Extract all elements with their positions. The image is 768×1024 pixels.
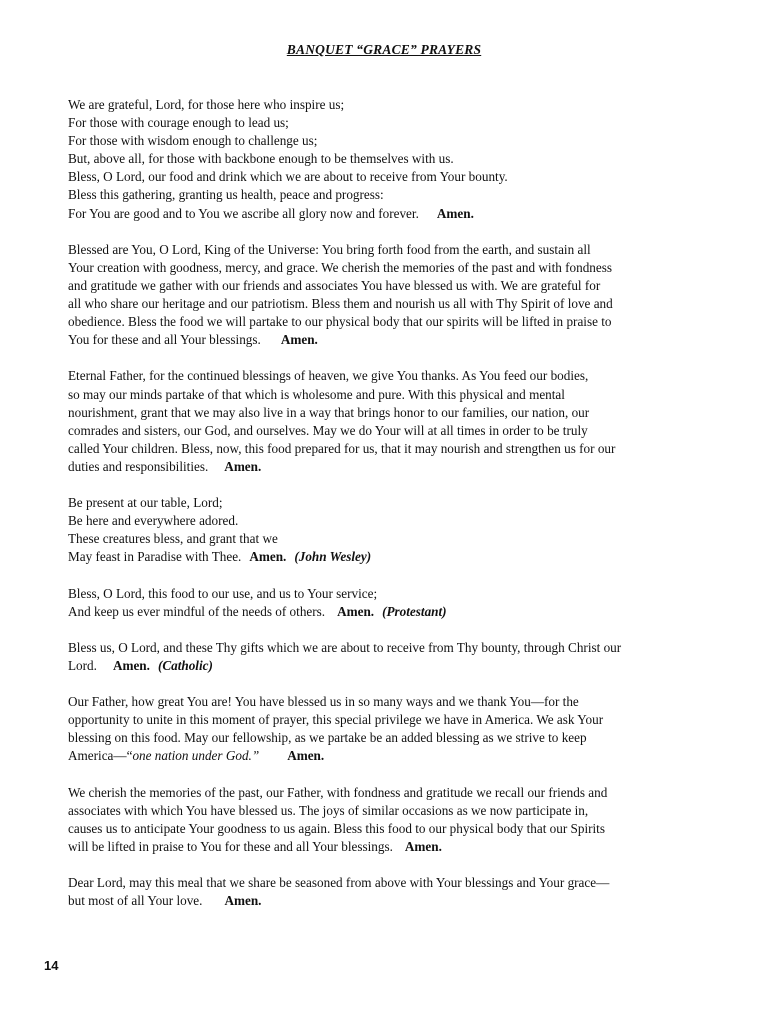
text-line: so may our minds partake of that which is wholesome and pure. With this physical and mental: [68, 386, 565, 402]
text-line: Bless, O Lord, our food and drink which we are about to receive from Your bounty.: [68, 169, 508, 185]
text-line: Bless, O Lord, this food to our use, and us to Your service;: [68, 585, 378, 601]
page-title: BANQUET “GRACE” PRAYERS: [286, 42, 482, 57]
text-span: For You are good and to You we ascribe all glory now and forever.: [68, 205, 419, 221]
text-line-last: [68, 458, 708, 476]
text-line: called Your children. Bless, now, this food prepared for us, that it may nourish and strengthen us for our: [68, 440, 616, 456]
text-line: and gratitude we gather with our friends and associates You have blessed us with. We are grateful for: [68, 277, 601, 293]
text-line: We cherish the memories of the past, our Father, with fondness and gratitude we recall our friends and: [68, 784, 608, 800]
text-span: You for these and all Your blessings.: [68, 332, 261, 348]
attribution-label: (Protestant): [382, 603, 447, 619]
text-span: but most of all Your love.: [68, 893, 203, 909]
amen-label: Amen.: [224, 458, 262, 474]
text-span: duties and responsibilities.: [68, 458, 209, 474]
text-line: Your creation with goodness, mercy, and grace. We cherish the memories of the past and with fondness: [68, 259, 613, 275]
amen-label: Amen.: [280, 332, 318, 348]
text-line: all who share our heritage and our patriotism. Bless them and nourish us all with Thy Spirit of love and: [68, 296, 613, 312]
prayer-our-father: [68, 693, 708, 765]
text-line-last: [68, 747, 708, 765]
amen-label: Amen.: [287, 748, 325, 764]
text-span: And keep us ever mindful of the needs of others.: [68, 603, 326, 619]
prayer-protestant: [68, 585, 708, 621]
text-line: opportunity to unite in this moment of prayer, this special privilege we have in America. We ask Your: [68, 712, 604, 728]
quote-text: one nation under God.”: [132, 748, 260, 764]
text-span: May feast in Paradise with Thee.: [68, 549, 242, 565]
amen-label: Amen.: [404, 838, 442, 854]
prayer-catholic: [68, 639, 708, 675]
text-line: For those with wisdom enough to challenge us;: [68, 133, 318, 149]
text-line: Our Father, how great You are! You have blessed us in so many ways and we thank You—for the: [68, 694, 579, 710]
page-number: 14: [44, 958, 59, 973]
attribution-label: (John Wesley): [294, 549, 372, 565]
text-line: Bless us, O Lord, and these Thy gifts which we are about to receive from Thy bounty, through Christ our: [68, 639, 622, 655]
text-line-last: [68, 838, 708, 856]
text-line: But, above all, for those with backbone enough to be themselves with us.: [68, 151, 454, 167]
text-line: comrades and sisters, our God, and ourselves. May we do Your will at all times in order to be truly: [68, 422, 588, 438]
prayer-eternal-father: [68, 367, 708, 476]
text-line-last: [68, 548, 708, 566]
text-line: We are grateful, Lord, for those here who inspire us;: [68, 97, 345, 112]
text-line-last: [68, 603, 708, 621]
text-line: Bless this gathering, granting us health, peace and progress:: [68, 187, 384, 203]
attribution-label: (Catholic): [157, 657, 213, 673]
prayer-blessed-are-you: [68, 241, 708, 350]
text-line-last: [68, 657, 708, 675]
amen-label: Amen.: [337, 603, 375, 619]
text-line: Be present at our table, Lord;: [68, 495, 223, 511]
text-span: Lord.: [68, 657, 97, 673]
prayer-grateful: [68, 96, 708, 223]
amen-label: Amen.: [249, 549, 287, 565]
text-line: For those with courage enough to lead us;: [68, 115, 289, 131]
prayer-we-cherish: [68, 784, 708, 856]
text-line: These creatures bless, and grant that we: [68, 531, 278, 547]
amen-label: Amen.: [436, 205, 474, 221]
text-line-last: [68, 205, 708, 223]
prayer-dear-lord: [68, 874, 708, 910]
text-line: associates with which You have blessed us. The joys of similar occasions as we now participate in,: [68, 802, 589, 818]
text-line-last: [68, 331, 708, 349]
text-span: America—“: [68, 748, 133, 764]
prayer-john-wesley: [68, 494, 708, 566]
text-line-last: [68, 892, 708, 910]
text-line: Eternal Father, for the continued blessings of heaven, we give You thanks. As You feed our bodies,: [68, 368, 589, 384]
amen-label: Amen.: [112, 657, 150, 673]
text-line: Be here and everywhere adored.: [68, 513, 239, 529]
amen-label: Amen.: [224, 893, 262, 909]
text-line: Blessed are You, O Lord, King of the Universe: You bring forth food from the earth, and sustain all: [68, 241, 591, 257]
text-span: will be lifted in praise to You for these and all Your blessings.: [68, 838, 393, 854]
text-line: Dear Lord, may this meal that we share be seasoned from above with Your blessings and Your grace—: [68, 875, 610, 891]
text-line: causes us to anticipate Your goodness to us again. Bless this food to our physical body that our Spirits: [68, 820, 605, 836]
text-line: blessing on this food. May our fellowship, as we partake be an added blessing as we strive to keep: [68, 730, 587, 746]
prayers-body: [68, 96, 708, 928]
text-line: nourishment, grant that we may also live in a way that brings honor to our families, our nation, our: [68, 404, 590, 420]
text-line: obedience. Bless the food we will partake to our physical body that our spirits will be lifted in praise to: [68, 314, 612, 330]
